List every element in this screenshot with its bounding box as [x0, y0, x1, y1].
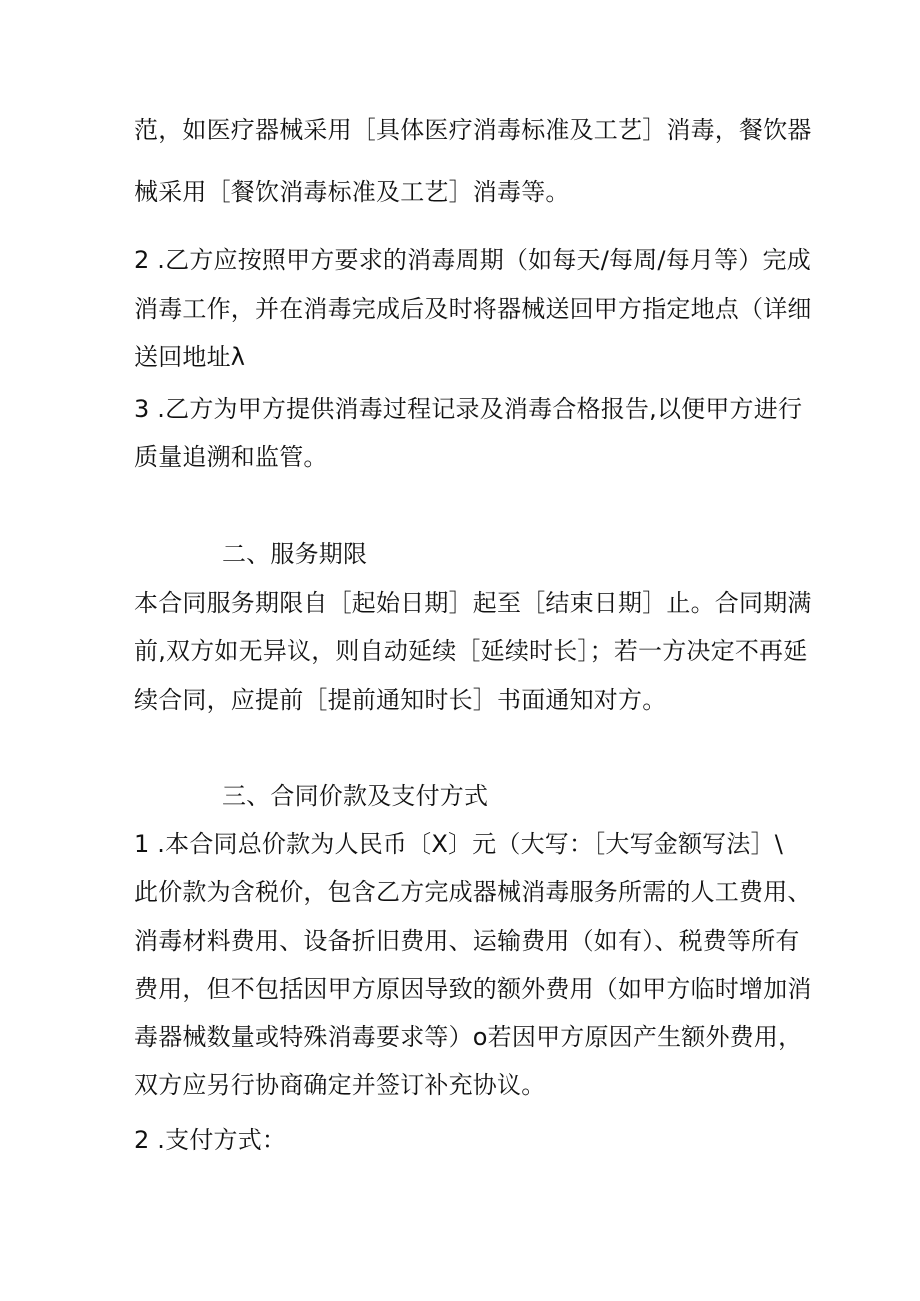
text-line: 续合同，应提前［提前通知时长］书面通知对方。: [134, 686, 667, 714]
section-heading-service-term: 二、服务期限: [222, 540, 368, 568]
list-item-2-line: 2 .乙方应按照甲方要求的消毒周期（如每天/每周/每月等）完成: [134, 246, 811, 274]
section-heading-price-payment: 三、合同价款及支付方式: [222, 782, 489, 810]
text-line: 送回地址λ: [134, 343, 246, 371]
text-line: 消毒材料费用、设备折旧费用、运输费用（如有）、税费等所有: [134, 927, 800, 955]
text-line: 双方应另行协商确定并签订补充协议。: [134, 1071, 546, 1099]
text-line: 消毒工作，并在消毒完成后及时将器械送回甲方指定地点（详细: [134, 295, 812, 323]
text-line: 械采用［餐饮消毒标准及工艺］消毒等。: [134, 178, 570, 206]
list-item-3-line: 3 .乙方为甲方提供消毒过程记录及消毒合格报告,以便甲方进行: [134, 395, 803, 423]
list-item-2-payment-line: 2 .支付方式：: [134, 1126, 287, 1154]
text-line: 范，如医疗器械采用［具体医疗消毒标准及工艺］消毒，餐饮器: [134, 116, 812, 144]
text-line: 前,双方如无异议，则自动延续［延续时长］；若一方决定不再延: [134, 637, 808, 665]
list-item-1-line: 1 .本合同总价款为人民币〔X〕元（大写：［大写金额写法］\: [134, 830, 784, 858]
text-line: 质量追溯和监管。: [134, 443, 328, 471]
text-line: 毒器械数量或特殊消毒要求等）o若因甲方原因产生额外费用，: [134, 1023, 803, 1051]
text-line: 费用，但不包括因甲方原因导致的额外费用（如甲方临时增加消: [134, 975, 812, 1003]
text-line: 本合同服务期限自［起始日期］起至［结束日期］止。合同期满: [134, 589, 812, 617]
text-line: 此价款为含税价，包含乙方完成器械消毒服务所需的人工费用、: [134, 878, 812, 906]
